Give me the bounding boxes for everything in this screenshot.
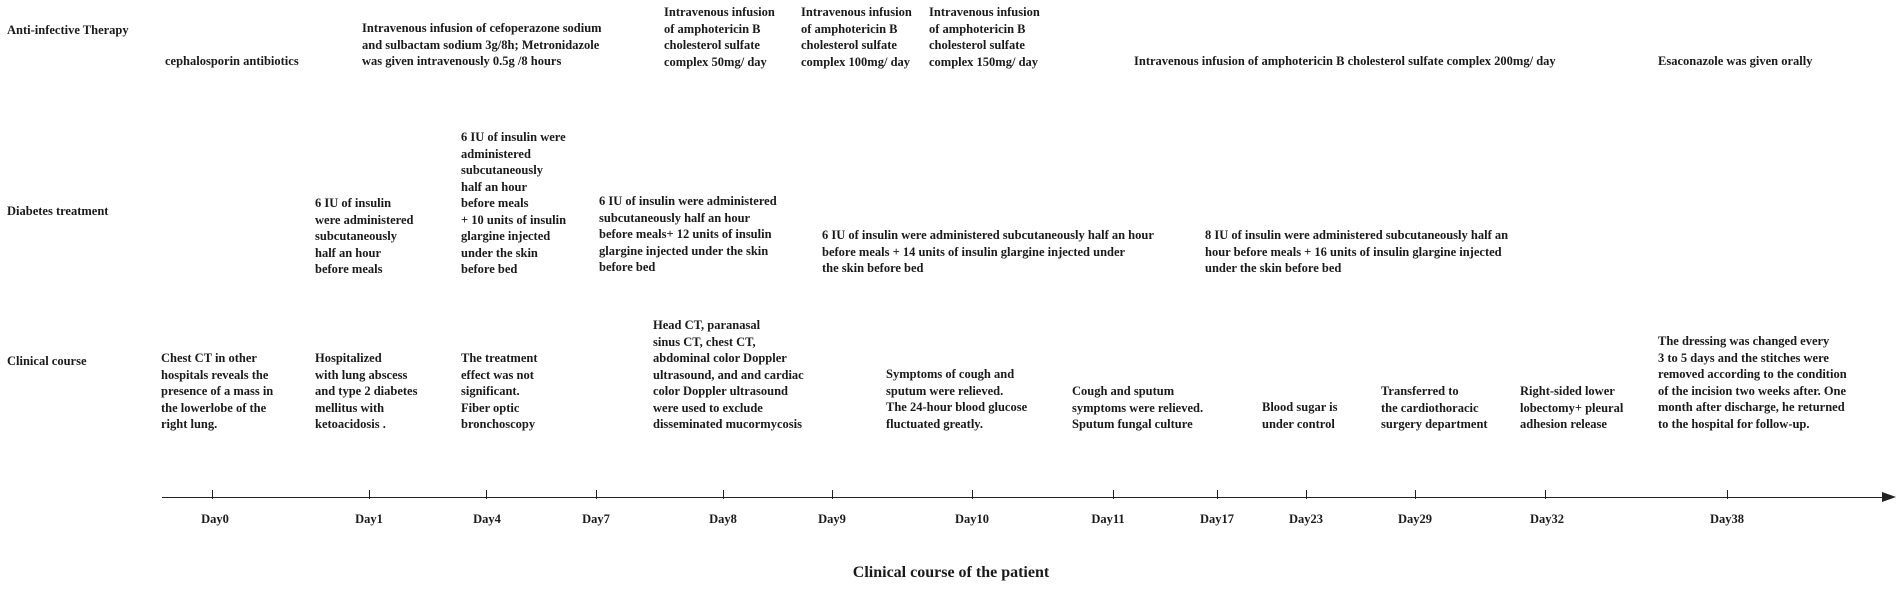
clinical-item: The treatment effect was not significant. Fiber optic bronchoscopy bbox=[461, 351, 538, 431]
day-label: Day10 bbox=[954, 512, 990, 526]
figure-caption: Clinical course of the patient bbox=[852, 564, 1050, 581]
diabetes-item: 6 IU of insulin were administered subcutaneously half an hour before meals bbox=[315, 196, 414, 276]
diabetes-item: 6 IU of insulin were administered subcutaneously half an hour before meals + 14 units of insulin glargine injected under the skin before bed bbox=[822, 228, 1154, 275]
row-label-clinical: Clinical course bbox=[7, 354, 87, 368]
anti-infective-item: Esaconazole was given orally bbox=[1658, 54, 1813, 68]
diabetes-item: 6 IU of insulin were administered subcutaneously half an hour before meals+ 12 units of insulin glargine injected under the skin before bed bbox=[599, 194, 777, 274]
clinical-item: Chest CT in other hospitals reveals the presence of a mass in the lowerlobe of the right lung. bbox=[161, 351, 274, 431]
day-label: Day11 bbox=[1091, 512, 1125, 526]
day-label: Day9 bbox=[818, 512, 846, 526]
day-label: Day0 bbox=[201, 512, 229, 526]
anti-infective-item: Intravenous infusion of amphotericin B cholesterol sulfate complex 150mg/ day bbox=[929, 5, 1040, 69]
anti-infective-item: Intravenous infusion of amphotericin B cholesterol sulfate complex 100mg/ day bbox=[801, 5, 912, 69]
timeline-tick bbox=[723, 490, 724, 499]
clinical-item: Transferred to the cardiothoracic surgery department bbox=[1381, 384, 1488, 431]
diabetes-item: 6 IU of insulin were administered subcutaneously half an hour before meals + 10 units of insulin glargine injected under the skin before bed bbox=[461, 130, 567, 276]
timeline-tick bbox=[1415, 490, 1416, 499]
clinical-item: Symptoms of cough and sputum were relieved. The 24-hour blood glucose fluctuated greatly. bbox=[886, 367, 1028, 431]
timeline-axis bbox=[162, 497, 1888, 498]
row-label-anti-infective: Anti-infective Therapy bbox=[7, 23, 129, 37]
anti-infective-item: Intravenous infusion of cefoperazone sodium and sulbactam sodium 3g/8h; Metronidazole was given intravenously 0.5g /8 hours bbox=[362, 21, 602, 68]
diabetes-item: 8 IU of insulin were administered subcutaneously half an hour before meals + 16 units of insulin glargine injected under the skin before bed bbox=[1205, 228, 1509, 275]
timeline-tick bbox=[486, 490, 487, 499]
day-label: Day38 bbox=[1709, 512, 1745, 526]
day-label: Day8 bbox=[709, 512, 737, 526]
timeline-tick bbox=[596, 490, 597, 499]
anti-infective-item: cephalosporin antibiotics bbox=[165, 54, 299, 68]
timeline-tick bbox=[832, 490, 833, 499]
day-label: Day32 bbox=[1529, 512, 1565, 526]
row-label-diabetes: Diabetes treatment bbox=[7, 204, 109, 218]
clinical-item: Blood sugar is under control bbox=[1262, 400, 1338, 431]
timeline-tick bbox=[212, 490, 213, 499]
day-label: Day17 bbox=[1199, 512, 1235, 526]
timeline-tick bbox=[972, 490, 973, 499]
clinical-item: Right-sided lower lobectomy+ pleural adhesion release bbox=[1520, 384, 1624, 431]
timeline-arrowhead bbox=[1882, 492, 1896, 502]
day-label: Day7 bbox=[582, 512, 610, 526]
day-label: Day4 bbox=[473, 512, 501, 526]
timeline-tick bbox=[1113, 490, 1114, 499]
clinical-item: Head CT, paranasal sinus CT, chest CT, abdominal color Doppler ultrasound, and and cardiac color Doppler ultrasound were used to exclude disseminated mucormycosis bbox=[653, 318, 804, 431]
anti-infective-item: Intravenous infusion of amphotericin B cholesterol sulfate complex 200mg/ day bbox=[1134, 54, 1556, 68]
timeline-tick bbox=[1217, 490, 1218, 499]
timeline-tick bbox=[369, 490, 370, 499]
timeline-tick bbox=[1727, 490, 1728, 499]
day-label: Day1 bbox=[355, 512, 383, 526]
timeline-tick bbox=[1306, 490, 1307, 499]
clinical-item: Cough and sputum symptoms were relieved. Sputum fungal culture bbox=[1072, 384, 1204, 431]
clinical-item: The dressing was changed every 3 to 5 days and the stitches were removed according to the condition of the incision two weeks after. One month after discharge, he returned to the hospital for follow-up. bbox=[1658, 334, 1847, 431]
timeline-tick bbox=[1545, 490, 1546, 499]
day-label: Day23 bbox=[1288, 512, 1324, 526]
day-label: Day29 bbox=[1397, 512, 1433, 526]
anti-infective-item: Intravenous infusion of amphotericin B cholesterol sulfate complex 50mg/ day bbox=[664, 5, 775, 69]
clinical-item: Hospitalized with lung abscess and type 2 diabetes mellitus with ketoacidosis . bbox=[315, 351, 418, 431]
